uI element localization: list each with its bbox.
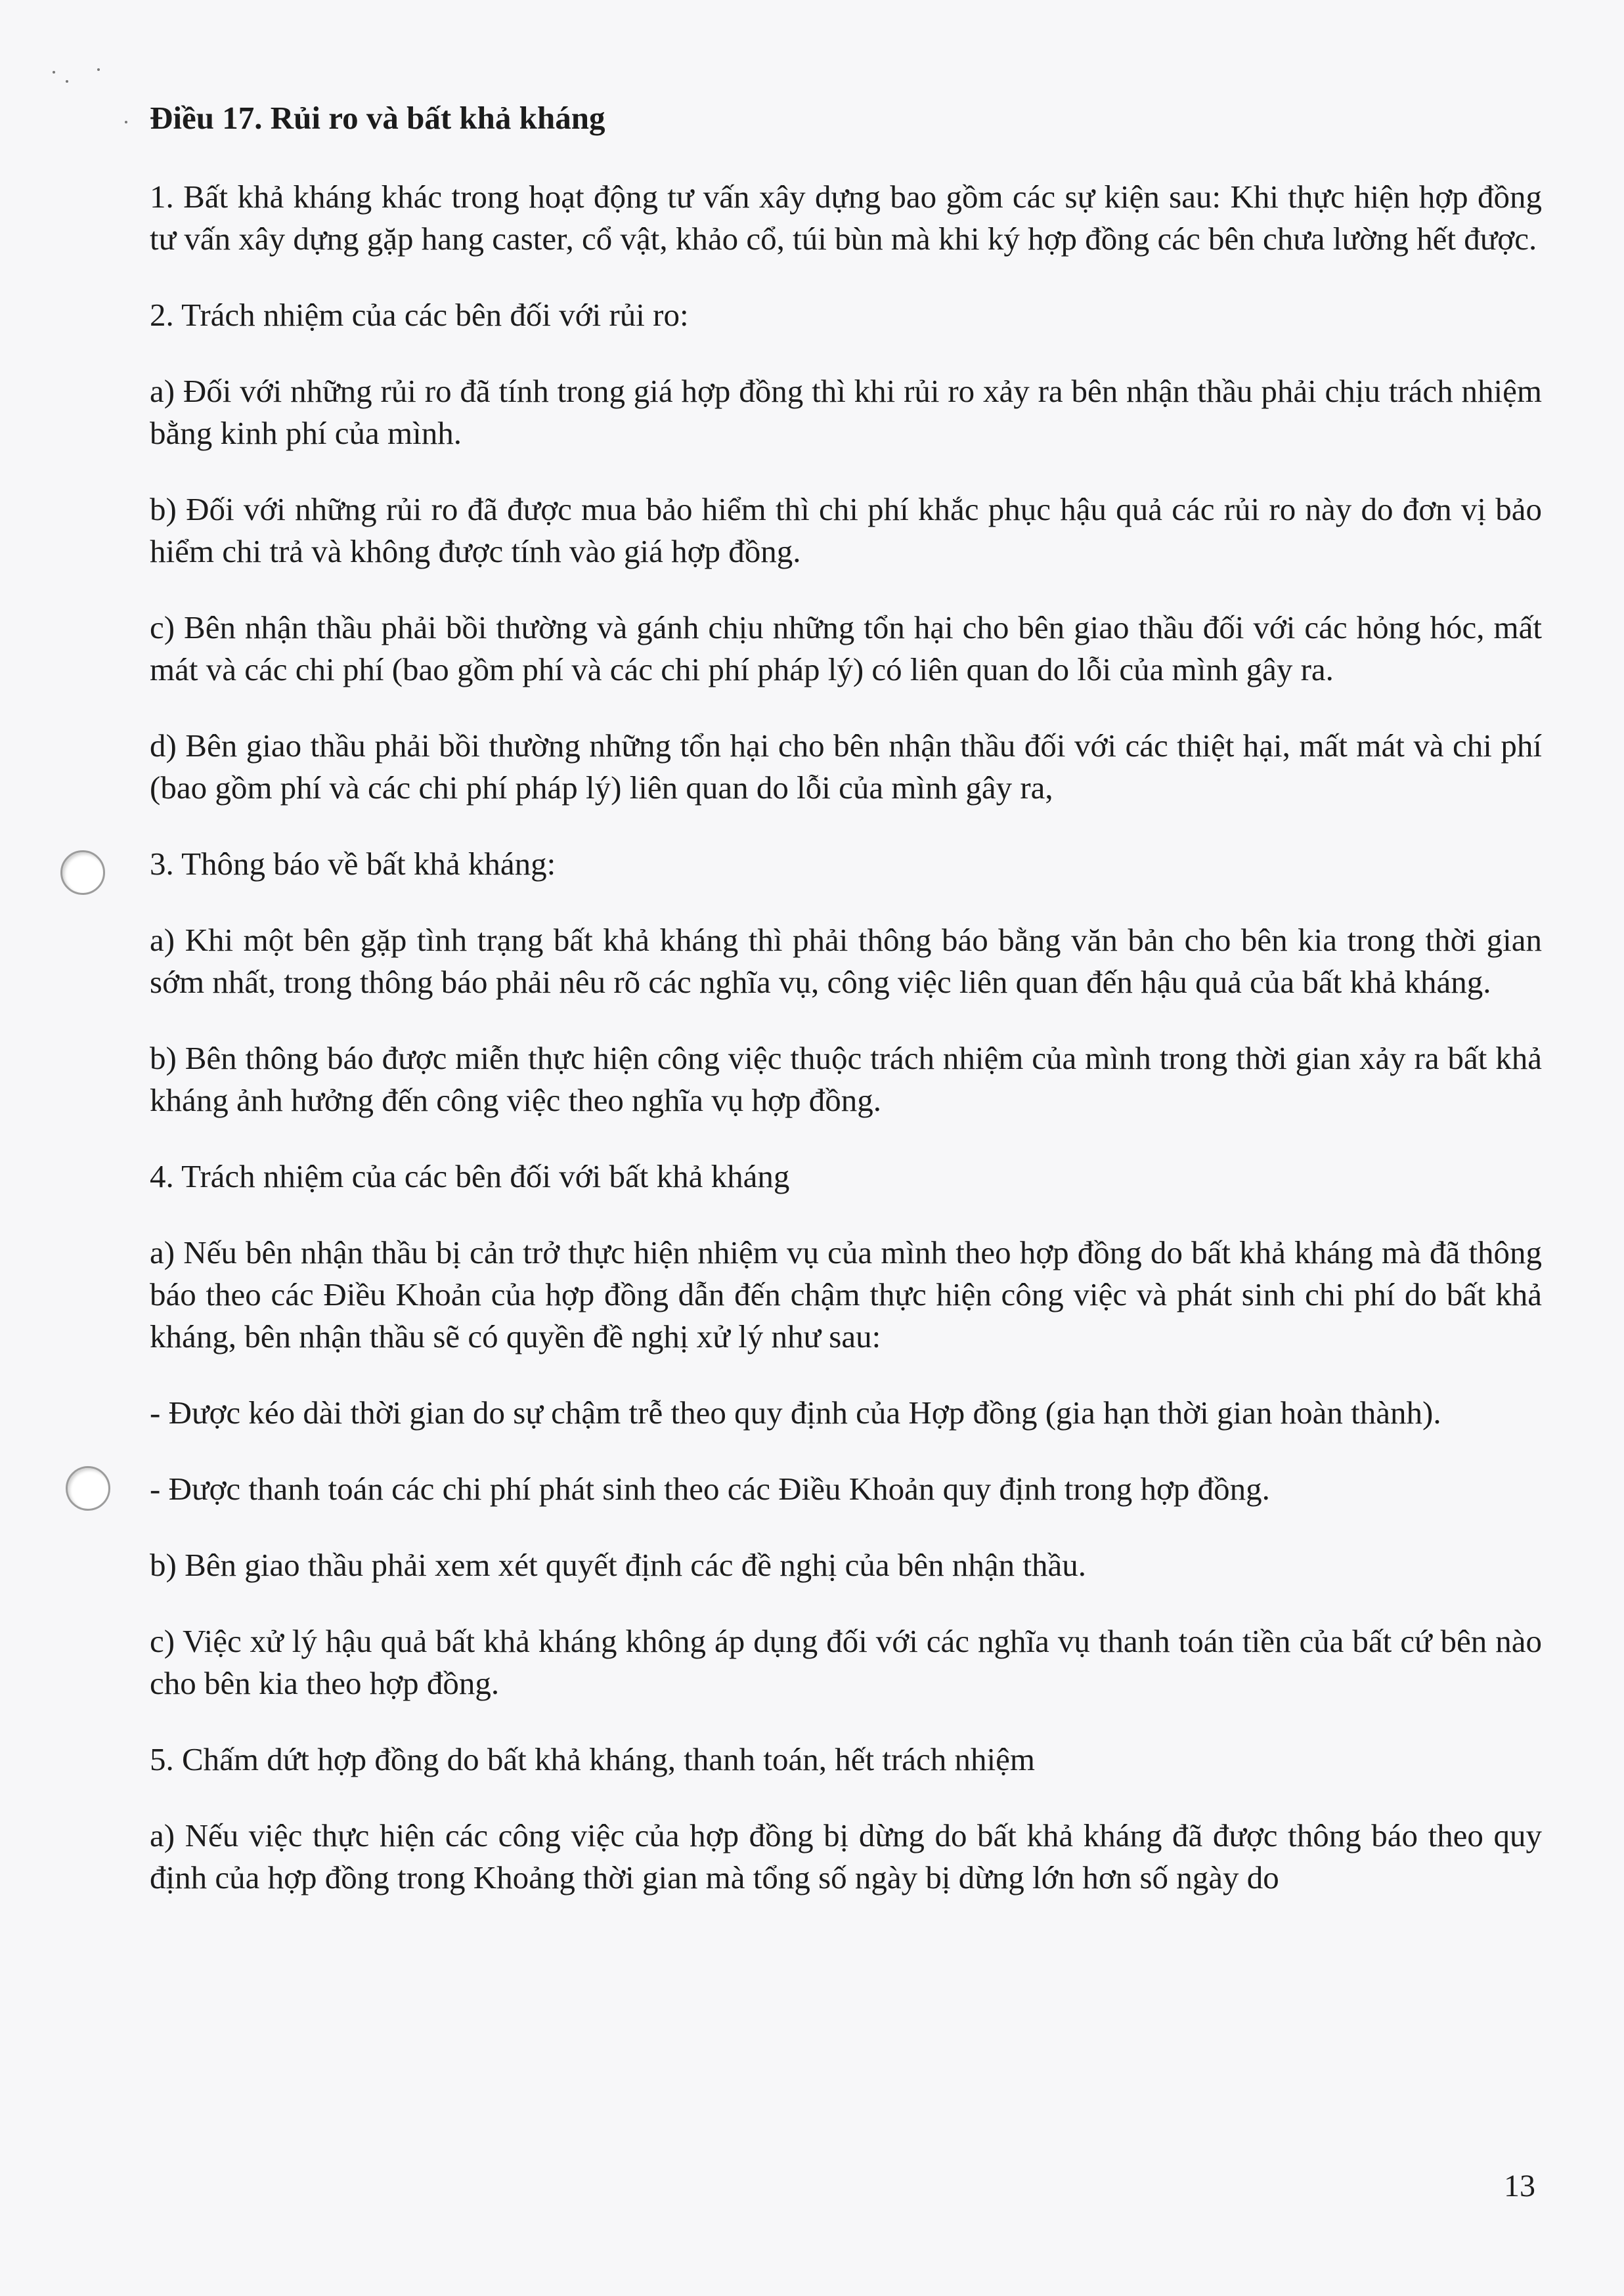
paragraph: b) Bên giao thầu phải xem xét quyết định các đề nghị của bên nhận thầu. [150,1547,1087,1583]
punch-hole [66,1466,110,1511]
paragraph: a) Nếu bên nhận thầu bị cản trở thực hiện nhiệm vụ của mình theo hợp đồng do bất khả kháng mà đã thông báo theo các Điều Khoản của hợp đồng dẫn đến chậm thực hiện công việc và phát sinh chi phí do bất khả kháng, bên nhận thầu sẽ có quyền đề nghị xử lý như sau: [150,1234,1542,1354]
paragraph: a) Khi một bên gặp tình trạng bất khả kháng thì phải thông báo bằng văn bản cho bên kia trong thời gian sớm nhất, trong thông báo phải nêu rõ các nghĩa vụ, công việc liên quan đến hậu quả của bất khả kháng. [150,922,1542,1000]
page-number: 13 [1504,2169,1535,2203]
scan-speck [66,80,68,83]
paragraph: - Được kéo dài thời gian do sự chậm trễ theo quy định của Hợp đồng (gia hạn thời gian hoàn thành). [150,1395,1441,1431]
punch-hole [60,850,105,895]
paragraph: 3. Thông báo về bất khả kháng: [150,846,556,882]
paragraph: 5. Chấm dứt hợp đồng do bất khả kháng, thanh toán, hết trách nhiệm [150,1741,1035,1777]
paragraph: b) Bên thông báo được miễn thực hiện công việc thuộc trách nhiệm của mình trong thời gian xảy ra bất khả kháng ảnh hưởng đến công việc theo nghĩa vụ hợp đồng. [150,1040,1542,1118]
paragraph: 1. Bất khả kháng khác trong hoạt động tư vấn xây dựng bao gồm các sự kiện sau: Khi thực hiện hợp đồng tư vấn xây dựng gặp hang caster, cổ vật, khảo cổ, túi bùn mà khi ký hợp đồng các bên chưa lường hết được. [150,179,1542,257]
document-body [150,97,1542,1933]
paragraph: c) Bên nhận thầu phải bồi thường và gánh chịu những tổn hại cho bên giao thầu đối với các hỏng hóc, mất mát và các chi phí (bao gồm phí và các chi phí pháp lý) có liên quan do lỗi của mình gây ra. [150,609,1542,687]
paragraph: c) Việc xử lý hậu quả bất khả kháng không áp dụng đối với các nghĩa vụ thanh toán tiền của bất cứ bên nào cho bên kia theo hợp đồng. [150,1623,1542,1701]
paragraph: - Được thanh toán các chi phí phát sinh theo các Điều Khoản quy định trong hợp đồng. [150,1471,1270,1507]
paragraph: a) Nếu việc thực hiện các công việc của hợp đồng bị dừng do bất khả kháng đã được thông báo theo quy định của hợp đồng trong Khoảng thời gian mà tổng số ngày bị dừng lớn hơn số ngày do [150,1817,1542,1895]
paragraph: a) Đối với những rủi ro đã tính trong giá hợp đồng thì khi rủi ro xảy ra bên nhận thầu phải chịu trách nhiệm bằng kinh phí của mình. [150,373,1542,451]
article-heading: Điều 17. Rủi ro và bất khả kháng [150,100,605,136]
paragraph: 4. Trách nhiệm của các bên đối với bất khả kháng [150,1158,790,1194]
scan-speck [97,68,100,71]
scan-speck [125,121,127,123]
paragraph: 2. Trách nhiệm của các bên đối với rủi ro: [150,297,689,333]
paragraph: b) Đối với những rủi ro đã được mua bảo hiểm thì chi phí khắc phục hậu quả các rủi ro này do đơn vị bảo hiểm chi trả và không được tính vào giá hợp đồng. [150,491,1542,569]
paragraph: d) Bên giao thầu phải bồi thường những tổn hại cho bên nhận thầu đối với các thiệt hại, mất mát và chi phí (bao gồm phí và các chi phí pháp lý) liên quan do lỗi của mình gây ra, [150,727,1542,806]
scan-speck [53,71,55,74]
